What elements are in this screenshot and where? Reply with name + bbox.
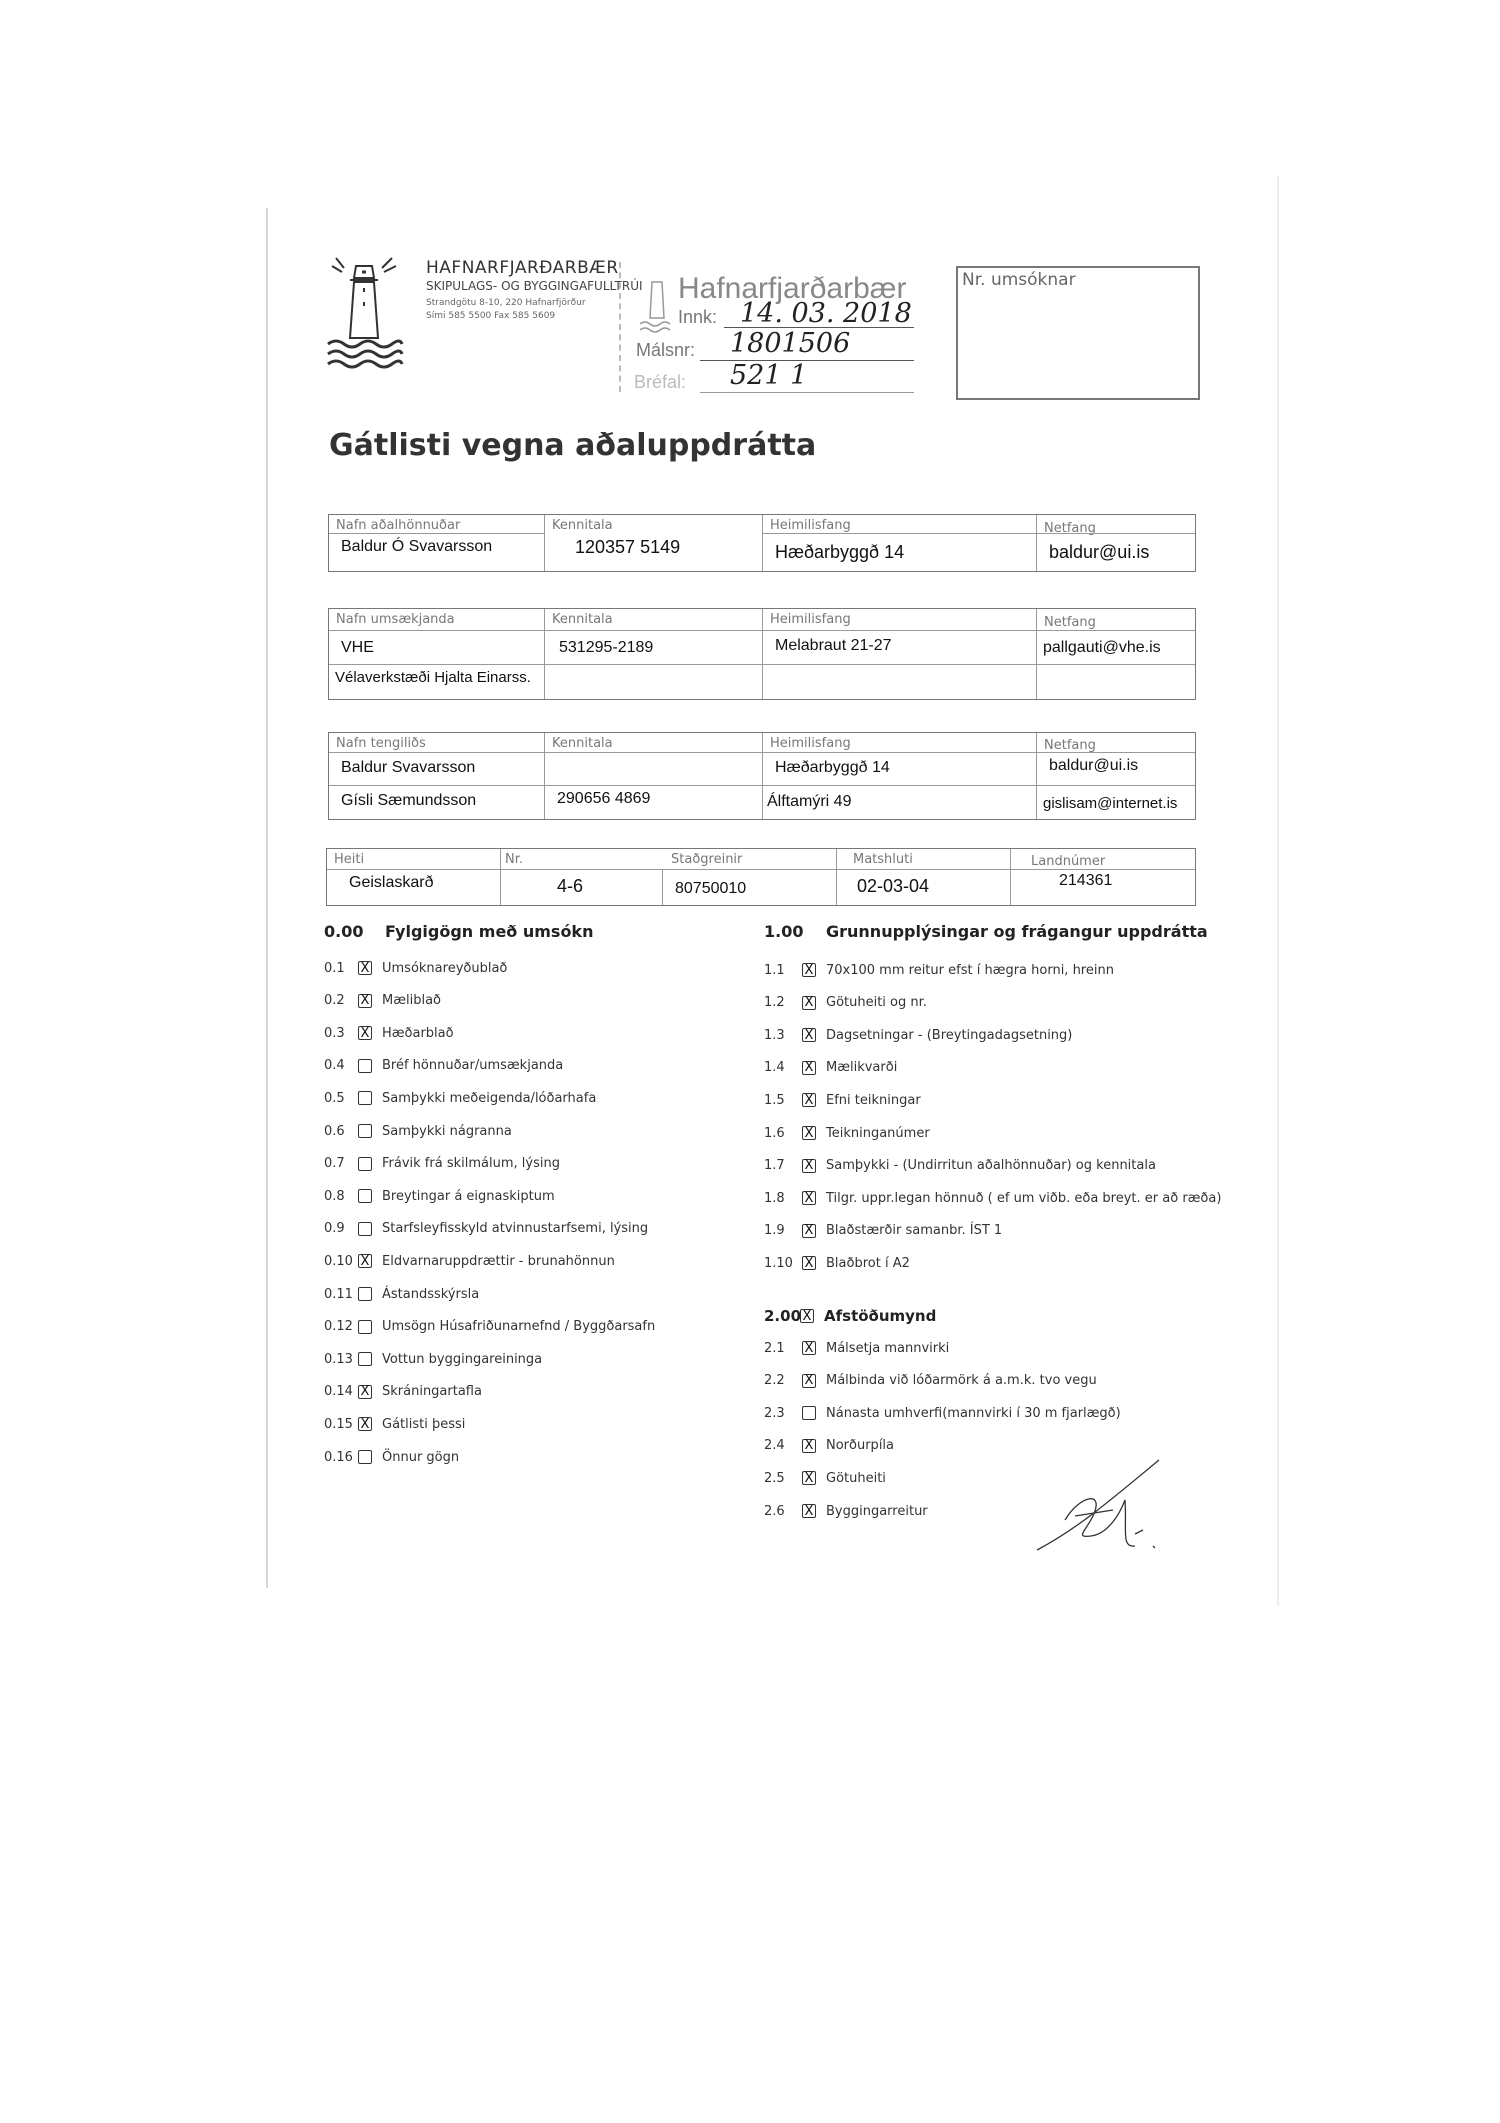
checklist-item-number: 1.6 <box>764 1125 785 1141</box>
checklist-checkbox[interactable] <box>358 1450 372 1464</box>
checklist-item <box>764 1088 921 1112</box>
contact-name-field-1[interactable]: Baldur Svavarsson <box>329 753 545 786</box>
contact-name-header: Nafn tengiliðs <box>329 733 545 753</box>
checklist-item-label: Breytingar á eignaskiptum <box>382 1188 555 1204</box>
checklist-item-number: 0.14 <box>324 1384 353 1400</box>
checklist-item <box>764 958 1114 982</box>
checklist-item <box>324 1152 560 1176</box>
property-number-field[interactable]: 4-6 <box>501 869 663 905</box>
checklist-item-label: Samþykki meðeigenda/lóðarhafa <box>382 1090 597 1106</box>
contact-table <box>328 732 1196 820</box>
contact-address-field-1[interactable]: Hæðarbyggð 14 <box>763 753 1037 786</box>
applicant-name-field-1[interactable]: VHE <box>329 631 545 665</box>
checklist-item <box>324 989 441 1013</box>
checklist-item-label: Mælikvarði <box>826 1060 898 1076</box>
org-subtitle: SKIPULAGS- OG BYGGINGAFULLTRÚI <box>426 279 643 293</box>
org-name: HAFNARFJARÐARBÆR <box>426 258 619 278</box>
checklist-item <box>324 1217 648 1241</box>
contact-email-field-2[interactable]: gislisam@internet.is <box>1043 795 1178 812</box>
applicant-kennitala-field-1[interactable]: 531295-2189 <box>545 631 763 665</box>
contact-kennitala-field-2[interactable]: 290656 4869 <box>545 786 763 819</box>
checklist-item <box>764 1023 1072 1047</box>
checklist-item-label: Norðurpíla <box>826 1438 895 1454</box>
checklist-item-number: 0.1 <box>324 960 345 976</box>
stamp-profal-line <box>700 392 914 393</box>
checklist-item <box>764 1251 910 1275</box>
checklist-checkbox[interactable]: X <box>802 1439 816 1453</box>
applicant-email-field-1[interactable]: pallgauti@vhe.is <box>1037 631 1195 665</box>
designer-address-field[interactable]: Hæðarbyggð 14 <box>763 533 1037 571</box>
checklist-item <box>764 1401 1121 1425</box>
checklist-item-label: Blaðbrot í A2 <box>826 1255 910 1271</box>
section2-number: 2.00 <box>764 1307 802 1325</box>
checklist-checkbox[interactable] <box>358 1124 372 1138</box>
checklist-checkbox[interactable]: X <box>802 1256 816 1270</box>
checklist-item <box>324 1380 482 1404</box>
checklist-item <box>764 1121 930 1145</box>
scan-edge-left <box>266 208 268 1588</box>
checklist-item <box>764 1466 886 1490</box>
section2-checkbox[interactable]: X <box>800 1309 814 1323</box>
checklist-checkbox[interactable]: X <box>358 961 372 975</box>
checklist-item <box>764 1434 894 1458</box>
checklist-item-number: 0.16 <box>324 1449 353 1465</box>
checklist-item <box>324 956 507 980</box>
checklist-item-label: Eldvarnaruppdrættir - brunahönnun <box>382 1253 615 1269</box>
checklist-item-number: 0.7 <box>324 1156 345 1172</box>
checklist-checkbox[interactable] <box>358 1222 372 1236</box>
checklist-item-number: 2.3 <box>764 1405 785 1421</box>
checklist-checkbox[interactable]: X <box>358 1026 372 1040</box>
checklist-item-number: 0.9 <box>324 1221 345 1237</box>
checklist-checkbox[interactable]: X <box>802 1341 816 1355</box>
checklist-item <box>764 1369 1097 1393</box>
checklist-item-label: Bréf hönnuðar/umsækjanda <box>382 1058 564 1074</box>
checklist-checkbox[interactable]: X <box>802 996 816 1010</box>
applicant-address-field-1[interactable]: Melabraut 21-27 <box>763 631 1037 665</box>
signature <box>1035 1450 1175 1560</box>
checklist-checkbox[interactable] <box>358 1157 372 1171</box>
stamp-profal-value: 521 1 <box>730 360 808 391</box>
checklist-item-label: Mæliblað <box>382 993 441 1009</box>
checklist-item-label: Skráningartafla <box>382 1384 482 1400</box>
checklist-item-number: 0.6 <box>324 1123 345 1139</box>
checklist-item <box>324 1412 465 1436</box>
checklist-item <box>324 1249 615 1273</box>
applicant-name-header: Nafn umsækjanda <box>329 609 545 631</box>
checklist-item-label: Umsóknareyðublað <box>382 960 508 976</box>
checklist-checkbox[interactable]: X <box>358 1417 372 1431</box>
checklist-item-number: 1.3 <box>764 1027 785 1043</box>
checklist-item-label: Vottun byggingareininga <box>382 1351 543 1367</box>
checklist-item-label: Málsetja mannvirki <box>826 1340 950 1356</box>
checklist-item-number: 1.7 <box>764 1158 785 1174</box>
checklist-item-number: 2.1 <box>764 1340 785 1356</box>
designer-name-field[interactable]: Baldur Ó Svavarsson <box>329 533 545 571</box>
contact-kennitala-header: Kennitala <box>545 733 763 753</box>
checklist-checkbox[interactable]: X <box>802 1159 816 1173</box>
scan-edge-right <box>1277 176 1279 1606</box>
checklist-checkbox[interactable]: X <box>802 1028 816 1042</box>
checklist-checkbox[interactable]: X <box>802 1504 816 1518</box>
checklist-item-number: 1.2 <box>764 995 785 1011</box>
section0-number: 0.00 <box>324 922 364 941</box>
applicant-name-field-2[interactable]: Vélaverkstæði Hjalta Einarss. <box>329 665 545 699</box>
checklist-checkbox[interactable] <box>358 1059 372 1073</box>
designer-table <box>328 514 1196 572</box>
property-stadgreinir-header: Staðgreinir <box>663 849 837 869</box>
designer-kennitala-field[interactable]: 120357 5149 <box>545 533 763 571</box>
applicant-address-header: Heimilisfang <box>763 609 1037 631</box>
checklist-item-label: Dagsetningar - (Breytingadagsetning) <box>826 1027 1073 1043</box>
checklist-item <box>324 1119 512 1143</box>
section1-title: Grunnupplýsingar og frágangur uppdrátta <box>826 922 1208 941</box>
stamp-malsnr-label: Málsnr: <box>636 340 696 360</box>
checklist-checkbox[interactable]: X <box>802 1126 816 1140</box>
checklist-item <box>324 1347 542 1371</box>
contact-email-header: Netfang <box>1037 733 1195 753</box>
stamp-logo-icon <box>638 278 676 334</box>
checklist-item-number: 0.3 <box>324 1025 345 1041</box>
applicant-kennitala-field-2[interactable] <box>545 665 763 699</box>
checklist-item <box>764 991 927 1015</box>
checklist-item-number: 0.11 <box>324 1286 353 1302</box>
checklist-item-label: Hæðarblað <box>382 1025 454 1041</box>
checklist-item <box>324 1086 596 1110</box>
designer-email-field[interactable]: baldur@ui.is <box>1037 533 1195 571</box>
stamp-title: Hafnarfjarðarbær <box>678 272 907 305</box>
checklist-item <box>764 1499 928 1523</box>
checklist-item-number: 2.4 <box>764 1438 785 1454</box>
checklist-checkbox[interactable] <box>358 1189 372 1203</box>
checklist-item-label: Samþykki - (Undirritun aðalhönnuðar) og kennitala <box>826 1158 1156 1174</box>
checklist-item-label: Nánasta umhverfi(mannvirki í 30 m fjarlægð) <box>826 1405 1121 1421</box>
checklist-item-number: 2.5 <box>764 1470 785 1486</box>
designer-name-header: Nafn aðalhönnuðar <box>329 515 545 533</box>
checklist-item-number: 0.12 <box>324 1319 353 1335</box>
checklist-item-number: 1.1 <box>764 962 785 978</box>
checklist-checkbox[interactable]: X <box>802 1093 816 1107</box>
contact-address-header: Heimilisfang <box>763 733 1037 753</box>
checklist-item-number: 2.2 <box>764 1373 785 1389</box>
checklist-checkbox[interactable] <box>358 1320 372 1334</box>
checklist-item-label: 70x100 mm reitur efst í hægra horni, hreinn <box>826 962 1114 978</box>
checklist-item-label: Gátlisti þessi <box>382 1416 466 1432</box>
checklist-item <box>324 1054 563 1078</box>
designer-email-header: Netfang <box>1044 521 1096 536</box>
applicant-email-header: Netfang <box>1037 609 1195 631</box>
checklist-item <box>764 1186 1221 1210</box>
checklist-item-label: Málbinda við lóðarmörk á a.m.k. tvo vegu <box>826 1373 1097 1389</box>
document-title: Gátlisti vegna aðaluppdrátta <box>329 428 817 463</box>
property-number-header: Nr. <box>505 852 524 867</box>
property-matshluti-header: Matshluti <box>837 849 1011 869</box>
contact-address-field-2[interactable]: Álftamýri 49 <box>763 786 1037 819</box>
contact-name-field-2[interactable]: Gísli Sæmundsson <box>329 786 545 819</box>
checklist-checkbox[interactable]: X <box>802 1061 816 1075</box>
checklist-item-number: 0.15 <box>324 1416 353 1432</box>
checklist-checkbox[interactable]: X <box>358 1254 372 1268</box>
checklist-checkbox[interactable] <box>802 1406 816 1420</box>
checklist-checkbox[interactable]: X <box>358 994 372 1008</box>
checklist-item <box>324 1184 555 1208</box>
checklist-item-label: Tilgr. uppr.legan hönnuð ( ef um viðb. eða breyt. er að ræða) <box>826 1190 1222 1206</box>
checklist-item-number: 0.10 <box>324 1253 353 1269</box>
stamp-malsnr-value: 1801506 <box>730 328 851 359</box>
property-stadgreinir-field[interactable]: 80750010 <box>663 869 837 905</box>
checklist-item-number: 1.9 <box>764 1223 785 1239</box>
org-address: Strandgötu 8-10, 220 Hafnarfjörður <box>426 298 586 308</box>
lighthouse-logo-icon <box>322 258 406 370</box>
checklist-item <box>764 1219 1002 1243</box>
stamp-innk-label: Innk: <box>678 307 718 327</box>
checklist-item-number: 0.4 <box>324 1058 345 1074</box>
checklist-item-label: Samþykki nágranna <box>382 1123 512 1139</box>
applicant-email-field-2[interactable] <box>1037 665 1195 699</box>
designer-kennitala-header: Kennitala <box>545 515 763 533</box>
checklist-checkbox[interactable] <box>358 1287 372 1301</box>
checklist-item-label: Blaðstærðir samanbr. ÍST 1 <box>826 1223 1003 1239</box>
checklist-item-number: 2.6 <box>764 1503 785 1519</box>
applicant-table <box>328 608 1196 700</box>
section2-heading <box>764 1304 936 1328</box>
checklist-item <box>764 1056 897 1080</box>
checklist-checkbox[interactable]: X <box>802 1224 816 1238</box>
checklist-item-number: 1.4 <box>764 1060 785 1076</box>
checklist-checkbox[interactable]: X <box>802 963 816 977</box>
property-landnumer-header: Landnúmer <box>1031 854 1106 869</box>
applicant-address-field-2[interactable] <box>763 665 1037 699</box>
checklist-item-label: Byggingarreitur <box>826 1503 928 1519</box>
checklist-item-number: 0.13 <box>324 1351 353 1367</box>
checklist-checkbox[interactable]: X <box>802 1471 816 1485</box>
checklist-item-label: Götuheiti og nr. <box>826 995 927 1011</box>
checklist-item-label: Teikninganúmer <box>826 1125 930 1141</box>
section1-number: 1.00 <box>764 922 804 941</box>
checklist-item-label: Starfsleyfisskyld atvinnustarfsemi, lýsing <box>382 1221 649 1237</box>
section2-title: Afstöðumynd <box>824 1307 937 1325</box>
checklist-item <box>324 1021 454 1045</box>
property-name-header: Heiti <box>327 849 501 869</box>
property-landnumer-field[interactable]: 214361 <box>1011 869 1195 905</box>
checklist-item-number: 0.5 <box>324 1090 345 1106</box>
checklist-item-number: 0.8 <box>324 1188 345 1204</box>
org-phone: Sími 585 5500 Fax 585 5609 <box>426 311 556 321</box>
checklist-item-label: Umsögn Húsafriðunarnefnd / Byggðarsafn <box>382 1319 656 1335</box>
checklist-checkbox[interactable]: X <box>802 1374 816 1388</box>
checklist-item <box>324 1445 459 1469</box>
checklist-item-number: 1.10 <box>764 1255 793 1271</box>
checklist-checkbox[interactable]: X <box>358 1385 372 1399</box>
checklist-item-label: Ástandsskýrsla <box>382 1286 480 1302</box>
property-name-field[interactable]: Geislaskarð <box>327 869 501 905</box>
section0-title: Fylgigögn með umsókn <box>385 922 594 941</box>
stamp-profal-label: Bréfal: <box>634 372 687 392</box>
stamp-innk-value: 14. 03. 2018 <box>740 298 912 329</box>
designer-address-header: Heimilisfang <box>763 515 1037 533</box>
application-number-label: Nr. umsóknar <box>962 270 1076 290</box>
checklist-item-label: Efni teikningar <box>826 1092 921 1108</box>
checklist-item <box>764 1336 949 1360</box>
property-table <box>326 848 1196 906</box>
contact-email-field-1[interactable]: baldur@ui.is <box>1037 753 1195 786</box>
checklist-item-number: 1.8 <box>764 1190 785 1206</box>
checklist-item <box>324 1315 655 1339</box>
checklist-checkbox[interactable] <box>358 1091 372 1105</box>
checklist-item-label: Götuheiti <box>826 1470 886 1486</box>
applicant-kennitala-header: Kennitala <box>545 609 763 631</box>
checklist-item <box>324 1282 479 1306</box>
checklist-checkbox[interactable]: X <box>802 1191 816 1205</box>
checklist-item-number: 0.2 <box>324 993 345 1009</box>
checklist-checkbox[interactable] <box>358 1352 372 1366</box>
property-matshluti-field[interactable]: 02-03-04 <box>837 869 1011 905</box>
checklist-item-label: Önnur gögn <box>382 1449 460 1465</box>
checklist-item <box>764 1154 1156 1178</box>
checklist-item-label: Frávik frá skilmálum, lýsing <box>382 1156 560 1172</box>
checklist-item-number: 1.5 <box>764 1092 785 1108</box>
contact-kennitala-field-1[interactable] <box>545 753 763 786</box>
